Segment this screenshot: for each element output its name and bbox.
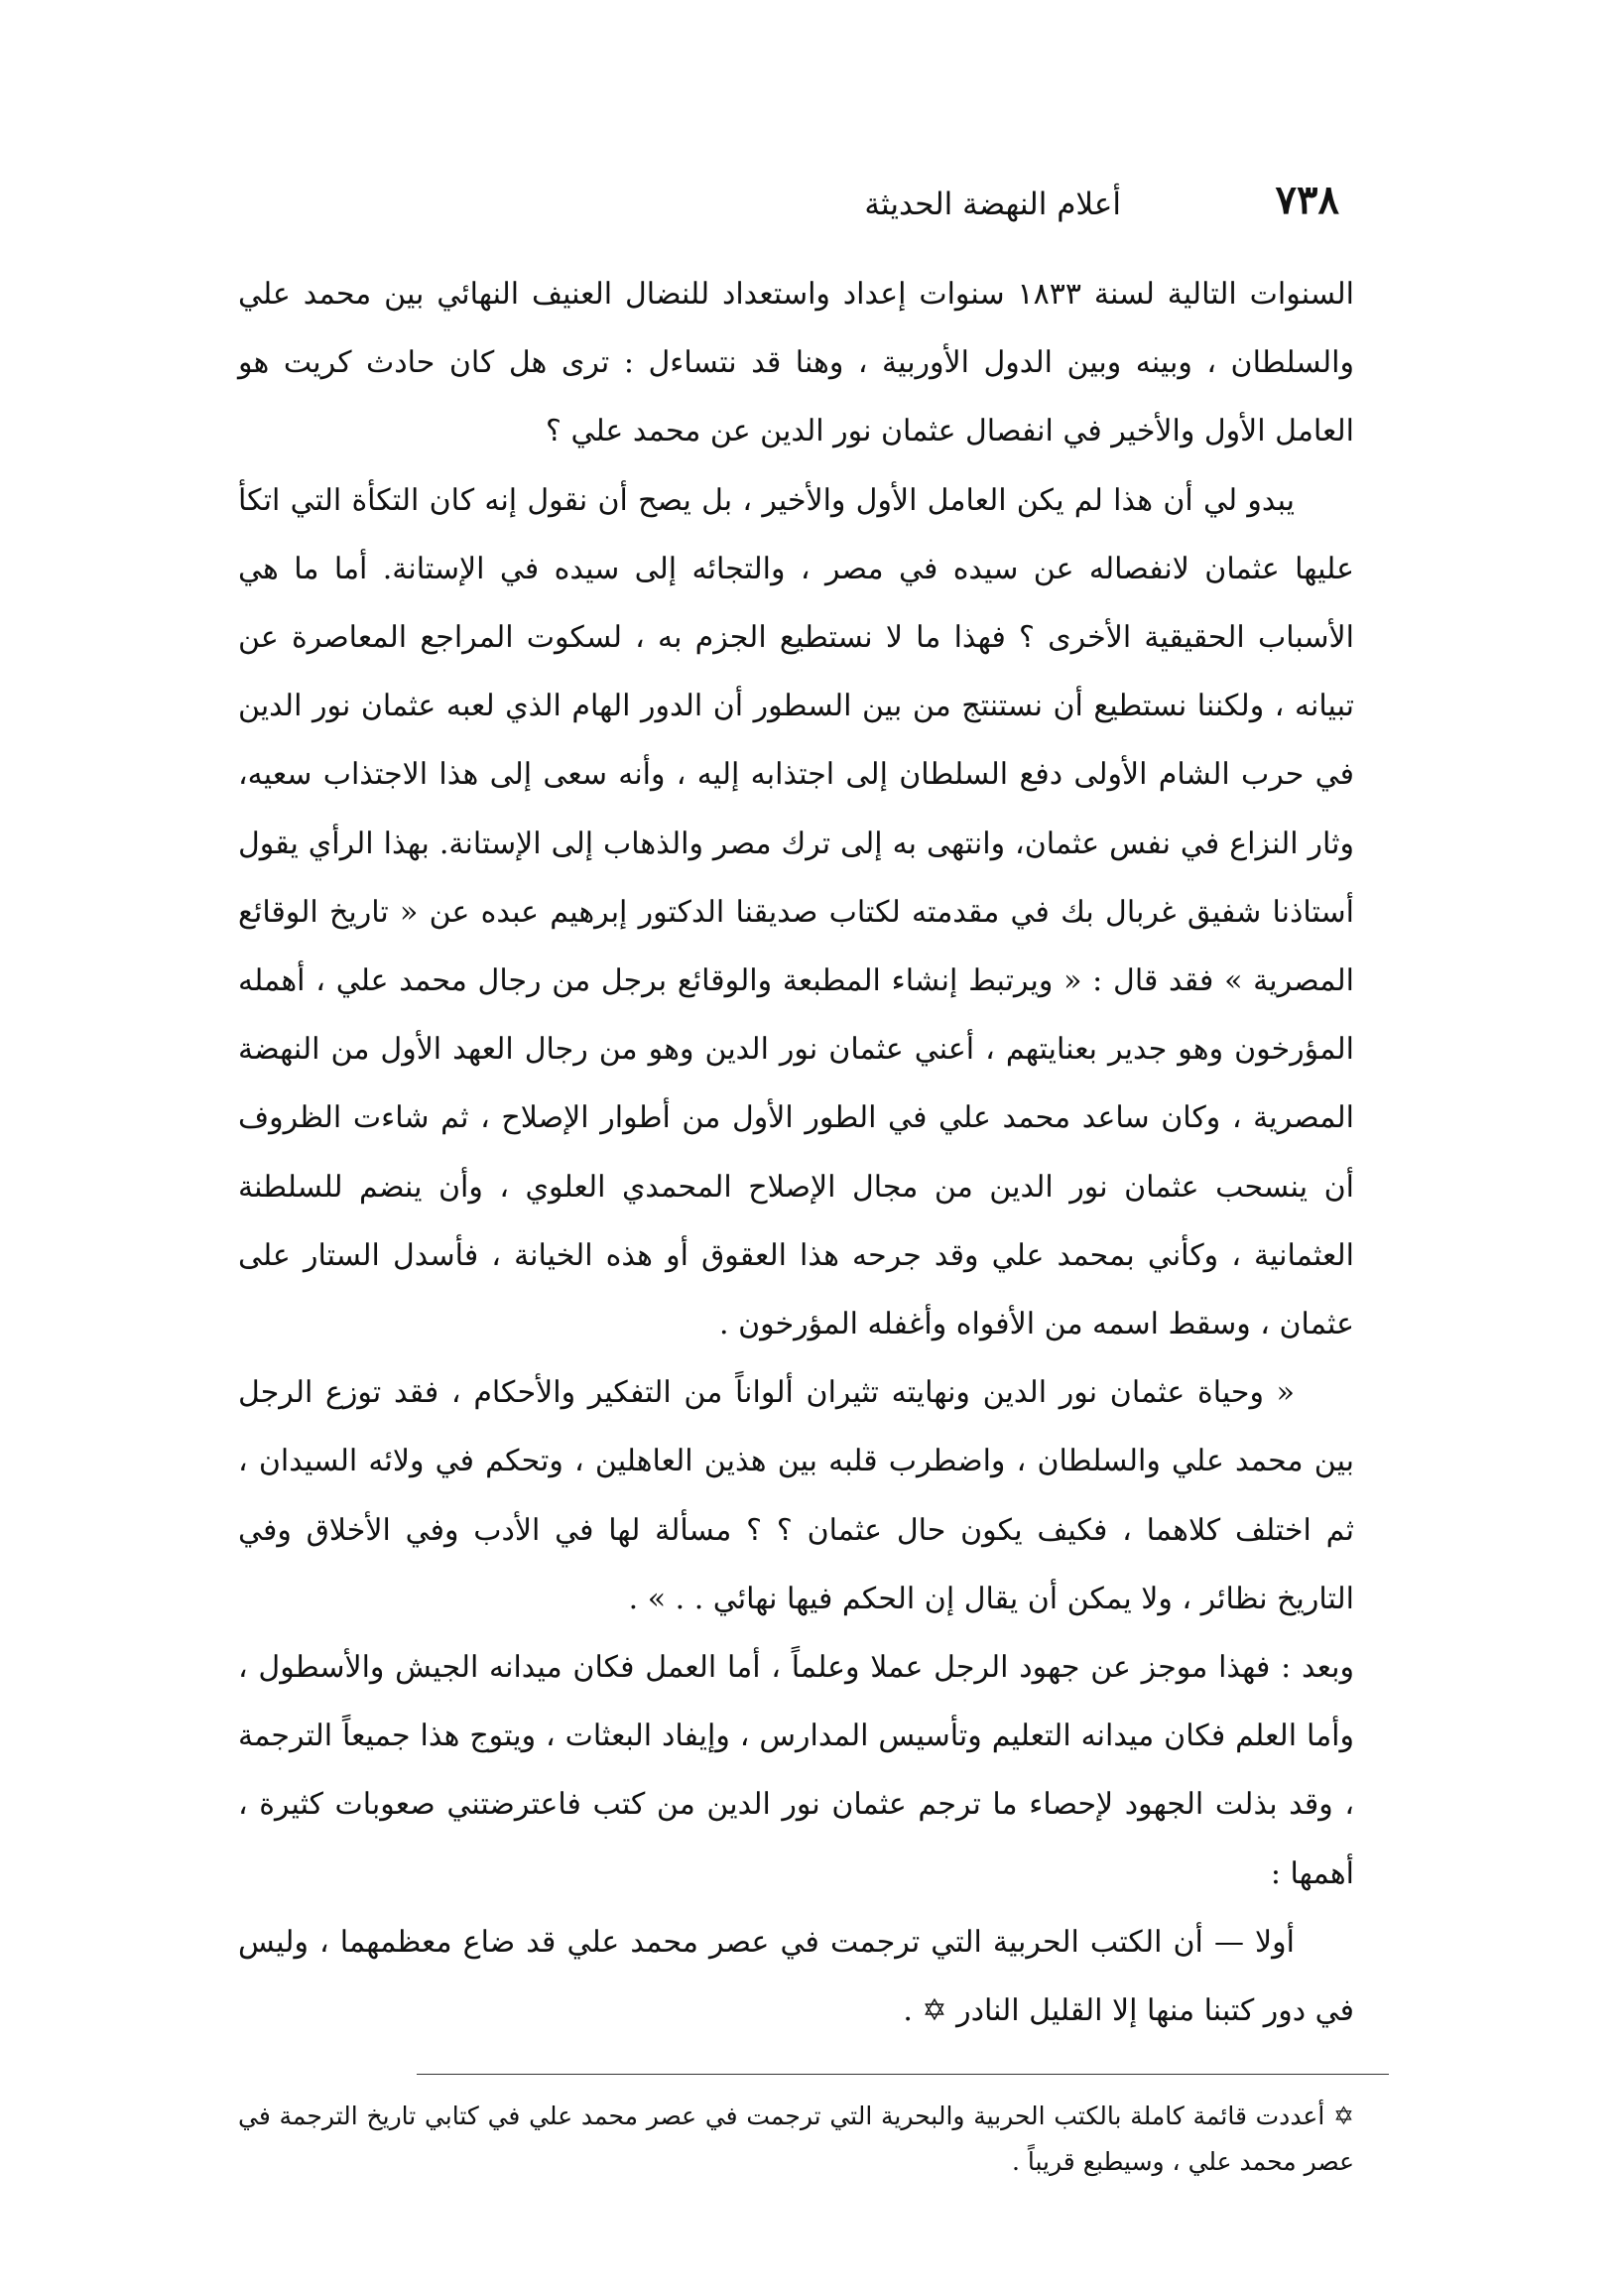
paragraph-2: يبدو لي أن هذا لم يكن العامل الأول والأخير ، بل يصح أن نقول إنه كان التكأة التي اتكأ عليها عثمان لانفصاله عن سيده في مصر ، والتجائه إلى سيده في الإستانة. أما ما هي الأسباب الحقيقية الأخرى ؟ فهذا ما لا نستطيع الجزم به ، لسكوت المراجع المعاصرة عن تبيانه ، ولكننا نستطيع أن نستنتج من بين السطور أن الدور الهام الذي لعبه عثمان نور الدين في حرب الشام الأولى دفع السلطان إلى اجتذابه إليه ، وأنه سعى إلى هذا الاجتذاب سعيه، وثار النزاع في نفس عثمان، وانتهى به إلى ترك مصر والذهاب إلى الإستانة. بهذا الرأي يقول أستاذنا شفيق غربال بك في مقدمته لكتاب صديقنا الدكتور إبرهيم عبده عن « تاريخ الوقائع المصرية » فقد قال : « ويرتبط إنشاء المطبعة والوقائع برجل من رجال محمد علي ، أهمله المؤرخون وهو جدير بعنايتهم ، أعني عثمان نور الدين وهو من رجال العهد الأول من النهضة المصرية ، وكان ساعد محمد علي في الطور الأول من أطوار الإصلاح ، ثم شاءت الظروف أن ينسحب عثمان نور الدين من مجال الإصلاح المحمدي العلوي ، وأن ينضم للسلطنة العثمانية ، وكأني بمحمد علي وقد جرحه هذا العقوق أو هذه الخيانة ، فأسدل الستار على عثمان ، وسقط اسمه من الأفواه وأغفله المؤرخون . — [238, 482, 1354, 1342]
footnote-text: ✡ أعددت قائمة كاملة بالكتب الحربية والبحرية التي ترجمت في عصر محمد علي في كتابي تاريخ الترجمة في عصر محمد علي ، وسيطبع قريباً . — [238, 2102, 1354, 2176]
page-header — [238, 177, 1339, 236]
paragraph-1: السنوات التالية لسنة ١٨٣٣ سنوات إعداد واستعداد للنضال العنيف النهائي بين محمد علي والسلطان ، وبينه وبين الدول الأوربية ، وهنا قد نتساءل : ترى هل كان حادث كريت هو العامل الأول والأخير في انفصال عثمان نور الدين عن محمد علي ؟ — [238, 277, 1354, 449]
body-text — [238, 260, 1354, 2045]
page-number: ٧٣٨ — [1275, 177, 1339, 223]
paragraph-5-first-point: أولا — أن الكتب الحربية التي ترجمت في عصر محمد علي قد ضاع معظمهما ، وليس في دور كتبنا منها إلا القليل النادر ✡ . — [238, 1924, 1354, 2029]
footnote — [238, 2094, 1354, 2185]
footnote-divider — [417, 2074, 1389, 2075]
paragraph-4: وبعد : فهذا موجز عن جهود الرجل عملا وعلماً ، أما العمل فكان ميدانه الجيش والأسطول ، وأما العلم فكان ميدانه التعليم وتأسيس المدارس ، وإيفاد البعثات ، ويتوج هذا جميعاً الترجمة ، وقد بذلت الجهود لإحصاء ما ترجم عثمان نور الدين من كتب فاعترضتني صعوبات كثيرة ، أهمها : — [238, 1650, 1354, 1891]
running-title: أعلام النهضة الحديثة — [864, 187, 1121, 222]
paragraph-3-quote: « وحياة عثمان نور الدين ونهايته تثيران ألواناً من التفكير والأحكام ، فقد توزع الرجل بين محمد علي والسلطان ، واضطرب قلبه بين هذين العاهلين ، وتحكم في ولائه السيدان ، ثم اختلف كلاهما ، فكيف يكون حال عثمان ؟ ؟ مسألة لها في الأدب وفي الأخلاق وفي التاريخ نظائر ، ولا يمكن أن يقال إن الحكم فيها نهائي . . » . — [238, 1375, 1354, 1616]
